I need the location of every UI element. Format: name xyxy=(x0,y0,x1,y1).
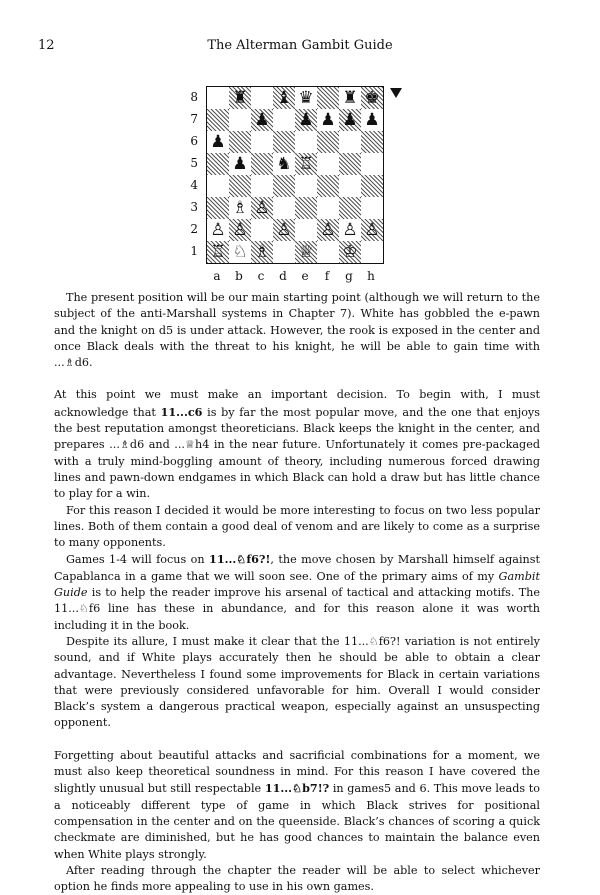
chess-piece-icon: ♖ xyxy=(298,153,314,174)
rank-label: 8 xyxy=(190,90,198,104)
rank-label: 7 xyxy=(190,112,198,126)
board-square-f3 xyxy=(317,197,339,219)
board-square-h6 xyxy=(361,131,383,153)
board-square-g4 xyxy=(339,175,361,197)
board-square-e1 xyxy=(295,241,317,263)
chess-piece-icon: ♙ xyxy=(254,197,270,218)
paragraph xyxy=(54,863,540,895)
chess-piece-icon: ♙ xyxy=(276,219,292,240)
board-square-b6 xyxy=(229,131,251,153)
text-run: After reading through the chapter the reader will be able to select whichever option he finds more appealing to use in his own games. xyxy=(54,863,540,894)
paragraph xyxy=(54,387,540,502)
board-square-f7 xyxy=(317,109,339,131)
paragraph xyxy=(54,503,540,552)
board-square-g8 xyxy=(339,87,361,109)
board-square-d2 xyxy=(273,219,295,241)
chess-piece-icon: ♟ xyxy=(298,109,314,130)
board-square-b2 xyxy=(229,219,251,241)
board-square-h8 xyxy=(361,87,383,109)
chess-piece-icon: ♖ xyxy=(210,241,226,262)
chess-piece-icon: ♜ xyxy=(232,87,248,108)
text-run: At this point we must make an important decision. To begin with, I must acknowledge that xyxy=(54,388,540,419)
text-run: Despite its allure, I must make it clear that the 11...♘f6?! variation is not entirely sound, and if White plays accurately then he should be able to obtain a clear advantage. Nevertheless I found some improvements for Black in certain variations that were previously considered unfavorable for him. Overall I would consider Black’s system a dangerous practical weapon, especially against an unsuspecting opponent. xyxy=(54,634,540,730)
file-label: e xyxy=(301,269,309,283)
board-square-d4 xyxy=(273,175,295,197)
paragraph xyxy=(54,634,540,732)
text-run: The present position will be our main starting point (although we will return to the subject of the anti-Marshall systems in Chapter 7). White has gobbled the e-pawn and the knight on d5 is under attack. However, the rook is exposed in the center and once Black deals with the threat to his knight, he will be able to gain time with ...♗d6. xyxy=(54,291,540,370)
file-label: g xyxy=(345,269,353,283)
text-run: is by far the most popular move, and the one that enjoys the best reputation amongst theoreticians. Black keeps the knight in the center, and prepares ...♗d6 and ...♕h4 in the near future. Unfortunately it comes pre-packaged with a truly mind-boggling amount of theory, including numerous forced drawing lines and pawn-down endgames in which Black can hold a draw but has little chance to play for a win. xyxy=(54,405,540,501)
body-text xyxy=(54,290,540,895)
page-number: 12 xyxy=(38,38,55,53)
board-square-d3 xyxy=(273,197,295,219)
chess-piece-icon: ♙ xyxy=(342,219,358,240)
chess-piece-icon: ♟ xyxy=(320,109,336,130)
rank-label: 3 xyxy=(190,200,198,214)
board-square-g2 xyxy=(339,219,361,241)
board-square-e7 xyxy=(295,109,317,131)
board-square-c5 xyxy=(251,153,273,175)
chess-piece-icon: ♞ xyxy=(276,153,292,174)
board-square-b8 xyxy=(229,87,251,109)
board-square-a6 xyxy=(207,131,229,153)
text-run: For this reason I decided it would be more interesting to focus on two less popular lines. Both of them contain a good deal of venom and are likely to come as a surprise to many opponents. xyxy=(54,503,540,550)
file-label: b xyxy=(235,269,243,283)
chess-piece-icon: ♟ xyxy=(232,153,248,174)
chess-piece-icon: ♗ xyxy=(254,241,270,262)
file-label: a xyxy=(213,269,221,283)
board-square-e8 xyxy=(295,87,317,109)
board-square-f2 xyxy=(317,219,339,241)
board-square-h1 xyxy=(361,241,383,263)
chess-piece-icon: ♙ xyxy=(210,219,226,240)
board-square-d8 xyxy=(273,87,295,109)
board-square-e3 xyxy=(295,197,317,219)
board-square-a7 xyxy=(207,109,229,131)
board-square-a3 xyxy=(207,197,229,219)
board-square-c1 xyxy=(251,241,273,263)
board-square-a5 xyxy=(207,153,229,175)
board-square-h7 xyxy=(361,109,383,131)
rank-label: 4 xyxy=(190,178,198,192)
board-square-c8 xyxy=(251,87,273,109)
text-run: in games5 and 6. This move leads to a noticeably different type of game in which Black strives for positional compensation in the center and on the queenside. Black’s chances of scoring a quick checkmate are diminished, but he has good chances to maintain the balance even when White plays strongly. xyxy=(54,782,541,861)
board-square-f1 xyxy=(317,241,339,263)
board-square-f8 xyxy=(317,87,339,109)
board-square-e4 xyxy=(295,175,317,197)
board-square-b4 xyxy=(229,175,251,197)
chess-piece-icon: ♚ xyxy=(364,87,380,108)
text-run: , the move chosen by Marshall himself against Capablanca in a game that we will soon see. One of the primary aims of my xyxy=(54,553,540,583)
board-square-c3 xyxy=(251,197,273,219)
board-square-e5 xyxy=(295,153,317,175)
chess-piece-icon: ♙ xyxy=(320,219,336,240)
board-square-c4 xyxy=(251,175,273,197)
chess-piece-icon: ♔ xyxy=(342,241,358,262)
move-notation: 11...♘f6?! xyxy=(209,552,271,567)
board-square-e6 xyxy=(295,131,317,153)
board-square-c2 xyxy=(251,219,273,241)
file-label: c xyxy=(257,269,265,283)
board-square-g6 xyxy=(339,131,361,153)
chess-piece-icon: ♟ xyxy=(254,109,270,130)
chess-piece-icon: ♟ xyxy=(210,131,226,152)
paragraph xyxy=(54,290,540,371)
chess-piece-icon: ♕ xyxy=(298,241,314,262)
chess-board xyxy=(206,86,384,264)
book-title: Gambit Guide xyxy=(54,569,540,600)
running-head: The Alterman Gambit Guide xyxy=(207,38,393,53)
board-square-b1 xyxy=(229,241,251,263)
chess-piece-icon: ♙ xyxy=(364,219,380,240)
board-square-a4 xyxy=(207,175,229,197)
board-square-d1 xyxy=(273,241,295,263)
board-square-a8 xyxy=(207,87,229,109)
text-run: is to help the reader improve his arsenal of tactical and attacking motifs. The 11...♘f6 line has these in abundance, and for this reason alone it was worth including it in the book. xyxy=(54,586,540,632)
board-square-e2 xyxy=(295,219,317,241)
chess-piece-icon: ♜ xyxy=(342,87,358,108)
paragraph xyxy=(54,551,540,633)
board-square-c6 xyxy=(251,131,273,153)
rank-label: 1 xyxy=(190,244,198,258)
board-square-f4 xyxy=(317,175,339,197)
board-square-h5 xyxy=(361,153,383,175)
chess-piece-icon: ♟ xyxy=(364,109,380,130)
text-run: Games 1-4 will focus on xyxy=(66,553,210,567)
board-square-h3 xyxy=(361,197,383,219)
move-notation: 11...c6 xyxy=(160,404,203,419)
board-square-d6 xyxy=(273,131,295,153)
paragraph xyxy=(54,748,540,863)
chess-piece-icon: ♙ xyxy=(232,219,248,240)
file-label: f xyxy=(324,269,330,283)
board-square-d7 xyxy=(273,109,295,131)
file-label: d xyxy=(279,269,287,283)
board-square-h4 xyxy=(361,175,383,197)
chess-piece-icon: ♝ xyxy=(276,87,292,108)
rank-label: 2 xyxy=(190,222,198,236)
board-square-g5 xyxy=(339,153,361,175)
chess-piece-icon: ♘ xyxy=(232,241,248,262)
rank-label: 6 xyxy=(190,134,198,148)
file-labels xyxy=(206,269,382,283)
board-square-f5 xyxy=(317,153,339,175)
text-run: Forgetting about beautiful attacks and sacrificial combinations for a moment, we must also keep theoretical soundness in mind. For this reason I have covered the slightly unusual but still respectable xyxy=(54,748,540,796)
board-square-g1 xyxy=(339,241,361,263)
board-square-g3 xyxy=(339,197,361,219)
chess-piece-icon: ♗ xyxy=(232,197,248,218)
file-label: h xyxy=(367,269,375,283)
board-square-a1 xyxy=(207,241,229,263)
board-square-b5 xyxy=(229,153,251,175)
board-square-b3 xyxy=(229,197,251,219)
chess-piece-icon: ♛ xyxy=(298,87,314,108)
black-to-move-triangle-icon xyxy=(390,88,402,98)
board-square-f6 xyxy=(317,131,339,153)
rank-label: 5 xyxy=(190,156,198,170)
board-square-d5 xyxy=(273,153,295,175)
board-square-c7 xyxy=(251,109,273,131)
board-square-h2 xyxy=(361,219,383,241)
board-square-g7 xyxy=(339,109,361,131)
board-square-b7 xyxy=(229,109,251,131)
move-notation: 11...♘b7!? xyxy=(264,781,330,796)
board-square-a2 xyxy=(207,219,229,241)
chess-piece-icon: ♟ xyxy=(342,109,358,130)
